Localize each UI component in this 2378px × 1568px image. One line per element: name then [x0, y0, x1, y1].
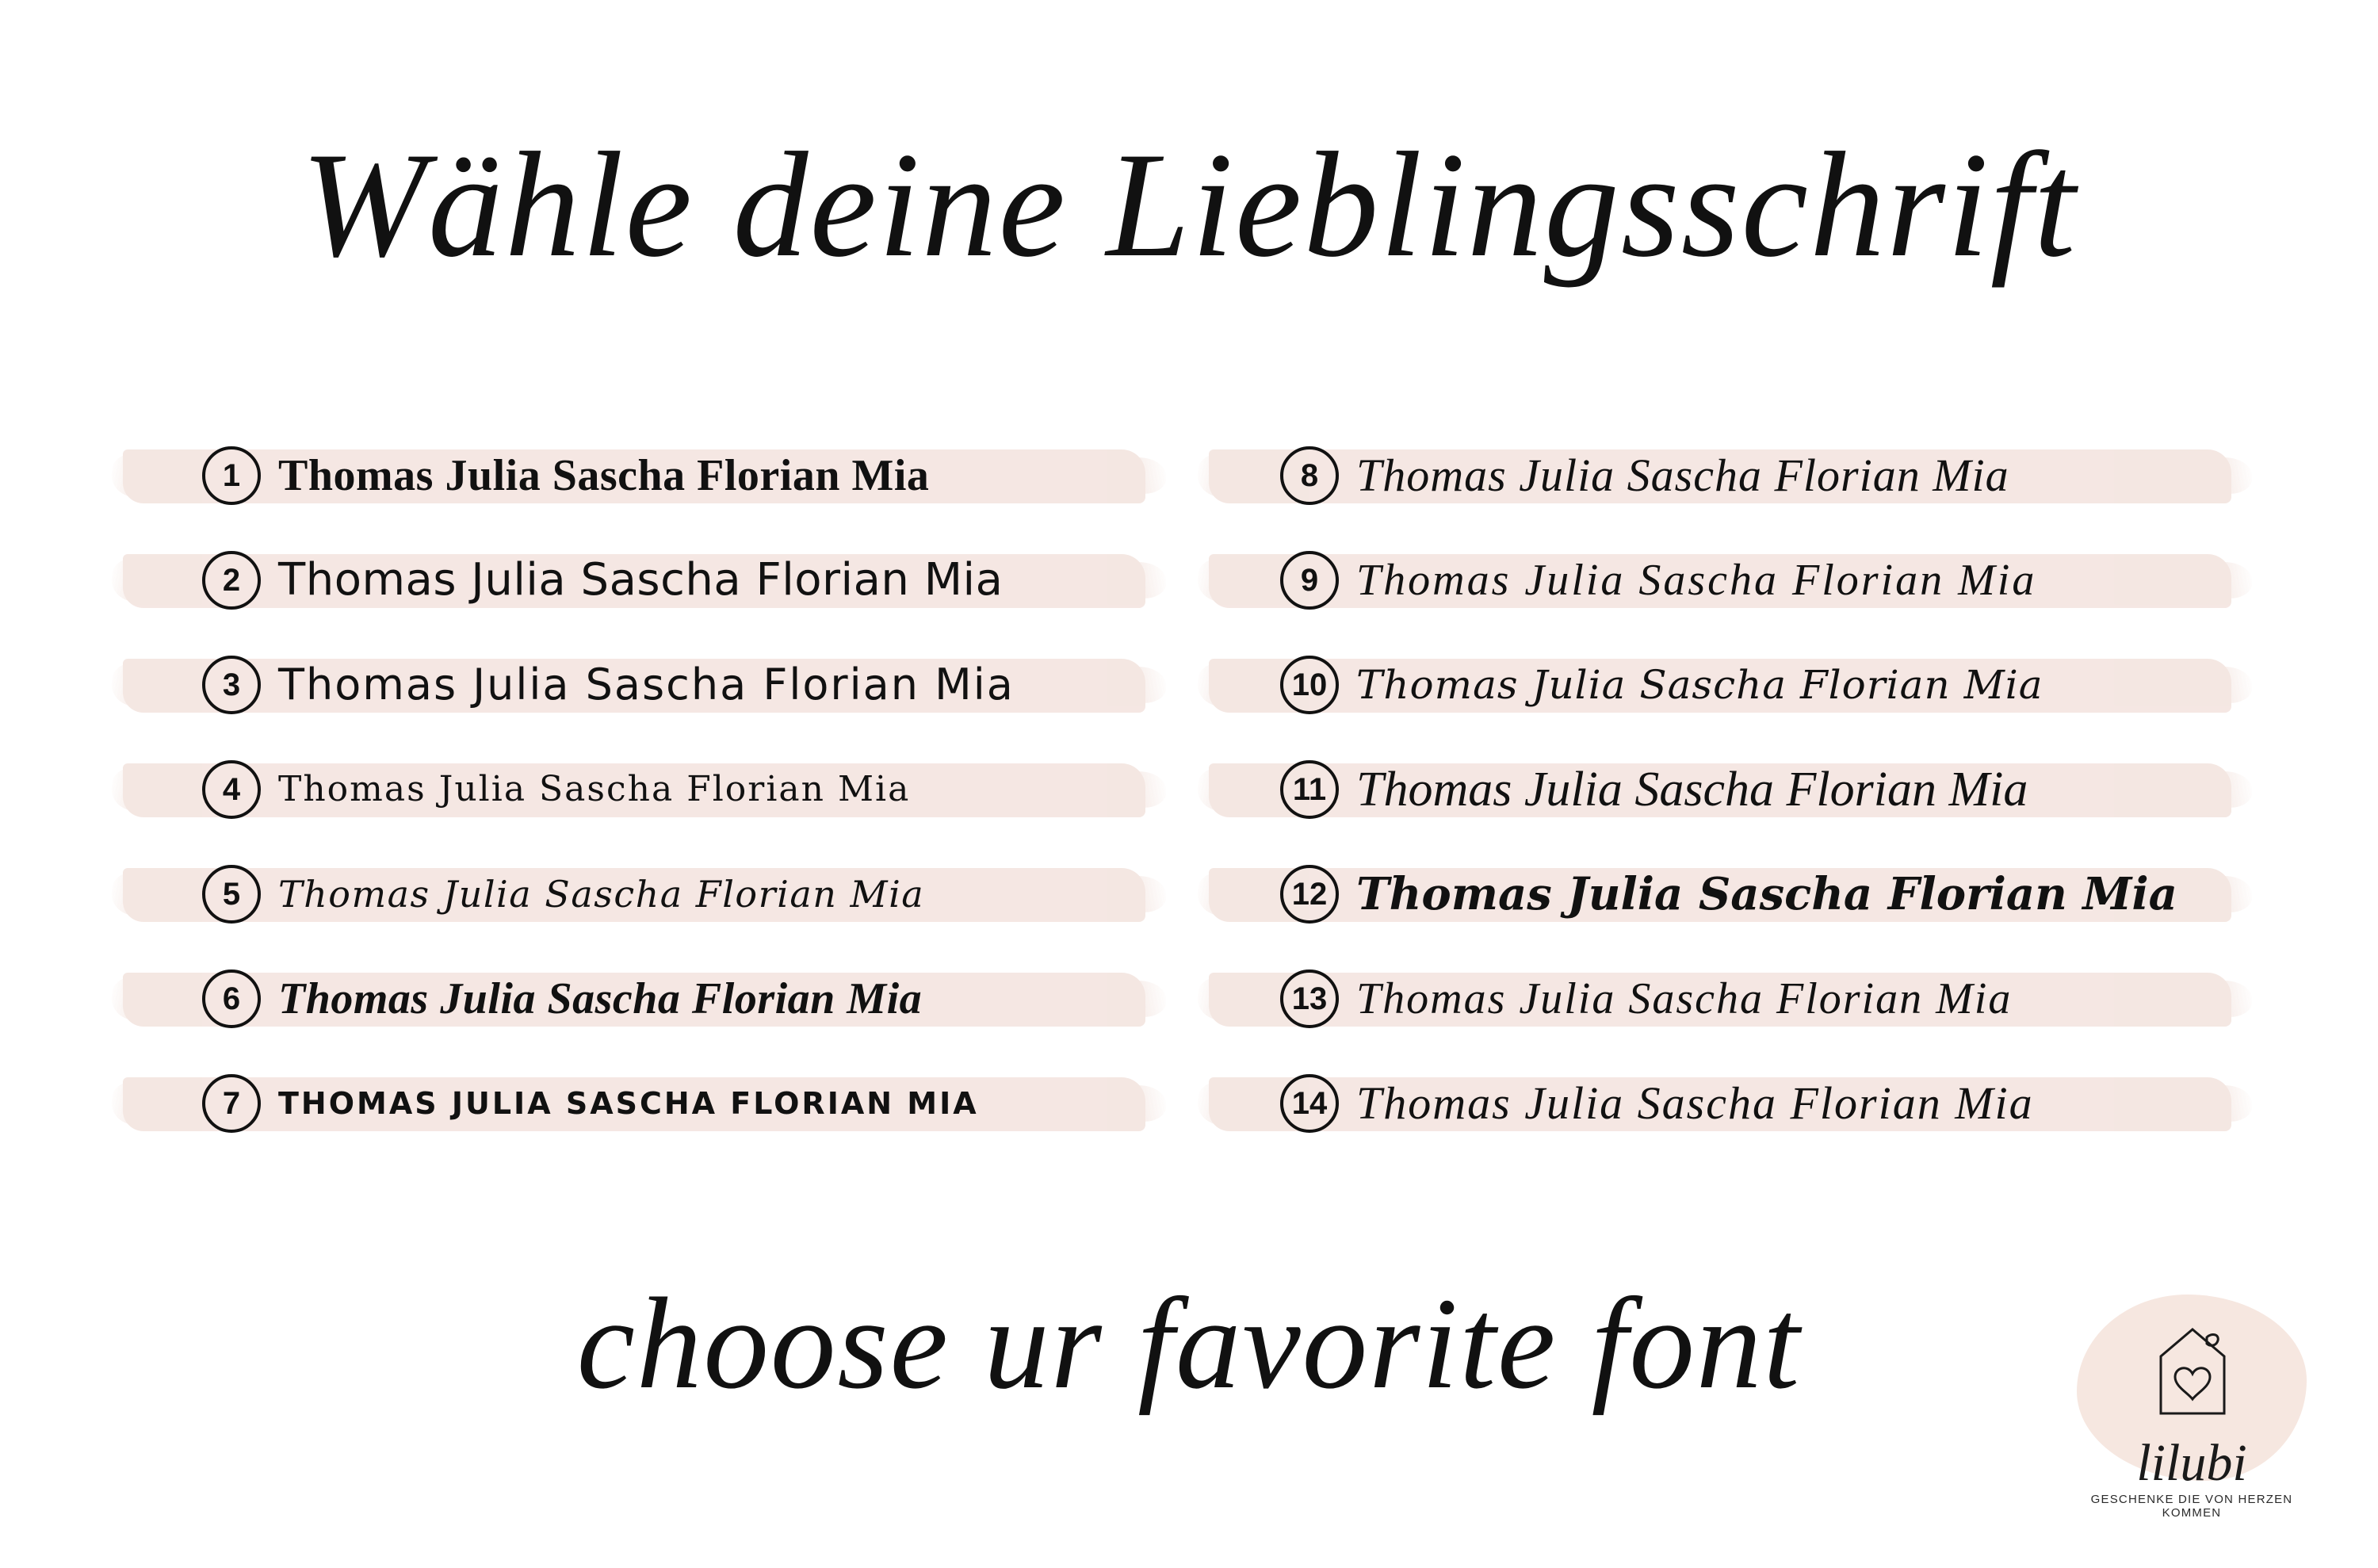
font-sample-text: Thomas Julia Sascha Florian Mia [1356, 449, 2009, 501]
font-option-number: 7 [202, 1074, 261, 1133]
font-option-6[interactable] [123, 955, 1177, 1042]
font-option-number: 3 [202, 656, 261, 714]
font-option-14[interactable] [1201, 1060, 2255, 1147]
font-sample-text: Thomas Julia Sascha Florian Mia [1356, 763, 2028, 817]
font-option-12[interactable] [1201, 851, 2255, 938]
page-title-german: Wähle deine Lieblingsschrift [300, 122, 2078, 289]
font-option-number: 10 [1280, 656, 1339, 714]
font-sample-text: Thomas Julia Sascha Florian Mia [1356, 662, 2043, 708]
font-option-number: 6 [202, 969, 261, 1028]
font-sample-text: Thomas Julia Sascha Florian Mia [278, 660, 1015, 709]
font-option-number: 4 [202, 760, 261, 819]
font-sample-text: Thomas Julia Sascha Florian Mia [278, 974, 923, 1023]
font-sample-text: THOMAS JULIA SASCHA FLORIAN MIA [278, 1086, 979, 1121]
font-option-number: 11 [1280, 760, 1339, 819]
font-sample-text: Thomas Julia Sascha Florian Mia [278, 451, 930, 500]
font-option-3[interactable] [123, 641, 1177, 729]
font-option-number: 5 [202, 865, 261, 924]
font-sample-text: Thomas Julia Sascha Florian Mia [1356, 974, 2013, 1023]
font-option-5[interactable] [123, 851, 1177, 938]
font-sample-text: Thomas Julia Sascha Florian Mia [1356, 868, 2177, 920]
font-option-2[interactable] [123, 537, 1177, 624]
font-sample-text: Thomas Julia Sascha Florian Mia [278, 769, 911, 809]
font-option-13[interactable] [1201, 955, 2255, 1042]
font-option-1[interactable] [123, 432, 1177, 519]
font-option-number: 12 [1280, 865, 1339, 924]
font-sample-text: Thomas Julia Sascha Florian Mia [1356, 1077, 2034, 1129]
logo-tagline: GESCHENKE DIE VON HERZEN KOMMEN [2090, 1493, 2293, 1520]
font-option-number: 14 [1280, 1074, 1339, 1133]
font-option-7[interactable] [123, 1060, 1177, 1147]
font-option-11[interactable] [1201, 746, 2255, 833]
font-list-column-left [123, 432, 1177, 1225]
font-option-8[interactable] [1201, 432, 2255, 519]
house-heart-icon [2154, 1325, 2231, 1420]
font-list [0, 432, 2378, 1225]
font-sample-text: Thomas Julia Sascha Florian Mia [1356, 556, 2037, 605]
font-option-9[interactable] [1201, 537, 2255, 624]
page-title-english: choose ur favorite font [576, 1271, 1802, 1416]
font-sample-text: Thomas Julia Sascha Florian Mia [278, 873, 925, 916]
font-option-number: 2 [202, 551, 261, 610]
logo-wordmark: lilubi [2136, 1434, 2247, 1492]
brand-logo [2061, 1295, 2323, 1532]
font-option-10[interactable] [1201, 641, 2255, 729]
font-option-number: 13 [1280, 969, 1339, 1028]
font-list-column-right [1201, 432, 2255, 1225]
font-sample-text: Thomas Julia Sascha Florian Mia [278, 554, 1004, 606]
font-option-4[interactable] [123, 746, 1177, 833]
font-option-number: 9 [1280, 551, 1339, 610]
font-option-number: 1 [202, 446, 261, 505]
font-option-number: 8 [1280, 446, 1339, 505]
